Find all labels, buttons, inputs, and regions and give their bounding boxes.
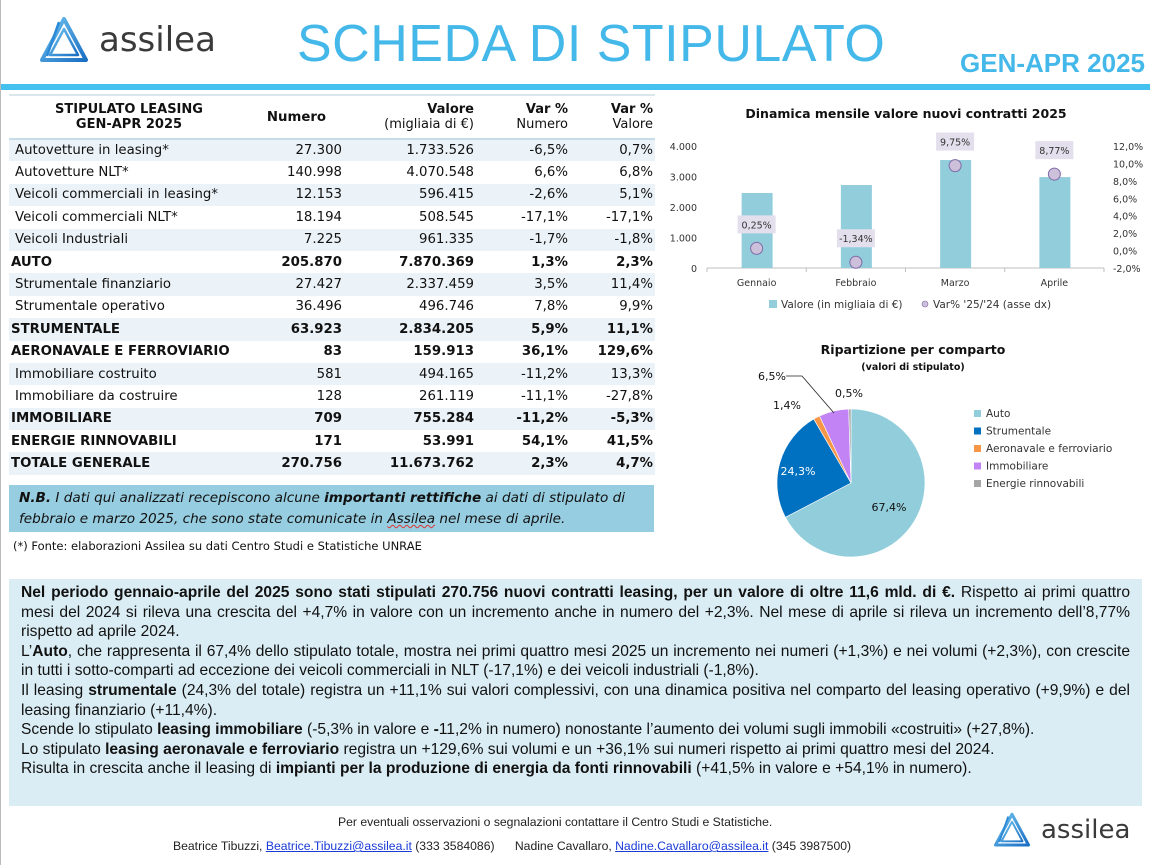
footer-contacts: [173, 839, 851, 853]
x-tick-label: Febbraio: [835, 278, 877, 289]
cell-valore: 53.991: [422, 433, 474, 449]
cell-valore: 508.545: [419, 209, 474, 225]
x-tick-label: Gennaio: [736, 278, 777, 289]
legend-label: Immobiliare: [986, 460, 1049, 473]
row-label: Autovetture NLT*: [15, 165, 129, 181]
scatter-point: [1048, 168, 1060, 180]
row-label: ENERGIE RINNOVABILI: [11, 433, 177, 449]
header-divider: [1, 84, 1150, 90]
legend-swatch: [974, 480, 981, 487]
table-row: [9, 251, 655, 273]
cell-var-valore: -17,1%: [605, 209, 653, 225]
y-left-tick-label: 1.000: [669, 233, 697, 245]
row-label: Strumentale finanziario: [15, 277, 172, 293]
scatter-point: [949, 160, 961, 172]
cell-valore: 159.913: [413, 344, 474, 360]
assilea-triangle-icon: [39, 16, 89, 64]
cell-var-valore: 0,7%: [619, 143, 653, 159]
cell-var-numero: -2,6%: [529, 187, 568, 203]
table-row: [9, 318, 655, 340]
summary-bold: impianti per la produzione di energia da fonti rinnovabili: [275, 760, 692, 778]
summary-bold: Nel periodo gennaio-aprile del 2025 sono stati stipulati 270.756 nuovi contratti leasing, per un valore di oltre 11,6 mld. di €.: [21, 584, 956, 601]
row-label: Immobiliare da costruire: [15, 388, 178, 404]
bar-marzo: [940, 160, 971, 268]
cell-numero: 140.998: [287, 165, 342, 181]
cell-var-numero: 3,5%: [534, 277, 568, 293]
legend-label: Auto: [986, 408, 1011, 420]
summary-paragraph: [21, 681, 1130, 720]
summary-text: (+41,5% in valore e +54,1% in numero).: [691, 760, 972, 778]
row-label: AUTO: [11, 254, 53, 270]
data-label: 0,25%: [741, 220, 772, 232]
x-tick-label: Aprile: [1040, 278, 1069, 289]
data-label: -1,34%: [839, 234, 873, 246]
cell-var-valore: 41,5%: [606, 433, 653, 449]
table-row: [9, 430, 655, 452]
cell-valore: 261.119: [419, 388, 474, 404]
cell-valore: 7.870.369: [399, 254, 474, 270]
summary-bold: strumentale: [88, 681, 177, 699]
summary-bold: leasing immobiliare: [157, 721, 303, 739]
cell-var-numero: 6,6%: [534, 165, 568, 181]
legend-swatch: [974, 410, 981, 417]
header-valore: Valore (migliaia di €): [384, 102, 474, 132]
row-label: TOTALE GENERALE: [11, 456, 151, 472]
cell-var-valore: 2,3%: [616, 254, 653, 270]
table-header-row: [9, 95, 655, 139]
cell-valore: 4.070.548: [406, 165, 474, 181]
header-var-numero: Var % Numero: [516, 102, 568, 132]
chart-title: Dinamica mensile valore nuovi contratti 2025: [745, 106, 1067, 121]
note-box: [9, 485, 654, 532]
y-right-tick-label: 4,0%: [1113, 211, 1138, 223]
header-var-valore: Var % Valore: [610, 102, 653, 132]
brand-name: assilea: [99, 20, 216, 60]
row-label: AERONAVALE E FERROVIARIO: [11, 344, 230, 360]
cell-var-numero: 5,9%: [531, 321, 568, 337]
cell-numero: 581: [316, 366, 342, 382]
cell-var-numero: -1,7%: [529, 232, 568, 248]
cell-numero: 27.300: [295, 143, 342, 159]
cell-var-numero: 7,8%: [534, 299, 568, 315]
sector-pie-chart: [751, 335, 1150, 565]
note-label: N.B.: [19, 490, 52, 506]
legend-swatch-bars: [769, 300, 777, 308]
summary-bold: Auto: [32, 642, 68, 660]
cell-valore: 496.746: [419, 299, 474, 315]
note-bold: importanti rettifiche: [324, 490, 482, 506]
y-left-tick-label: 3.000: [669, 172, 697, 184]
legend-label: Energie rinnovabili: [986, 478, 1085, 490]
cell-valore: 1.733.526: [406, 143, 474, 159]
assilea-triangle-icon: [993, 812, 1031, 848]
source-note: (*) Fonte: elaborazioni Assilea su dati Centro Studi e Statistiche UNRAE: [13, 539, 422, 553]
contact-email-link[interactable]: Beatrice.Tibuzzi@assilea.it: [265, 839, 412, 853]
cell-numero: 709: [314, 411, 342, 427]
cell-numero: 205.870: [281, 254, 342, 270]
table-row: [9, 229, 655, 251]
data-label: 9,75%: [940, 137, 971, 149]
table-row: [9, 341, 655, 363]
pie-data-label: 6,5%: [758, 370, 786, 383]
chart-title: Ripartizione per comparto: [820, 342, 1006, 357]
cell-var-numero: -6,5%: [529, 143, 568, 159]
table-row: [9, 385, 655, 407]
summary-paragraph: [21, 642, 1130, 681]
y-right-tick-label: 0,0%: [1113, 246, 1138, 258]
scatter-point: [751, 242, 763, 254]
cell-var-numero: 1,3%: [531, 254, 568, 270]
y-right-tick-label: 10,0%: [1113, 159, 1144, 171]
cell-numero: 63.923: [290, 321, 342, 337]
contact-name: Nadine Cavallaro,: [514, 839, 616, 853]
pie-data-label: 67,4%: [871, 501, 907, 514]
y-right-tick-label: 6,0%: [1113, 194, 1138, 206]
summary-text: L’: [21, 642, 33, 660]
note-text: I dati qui analizzati recepiscono alcune: [51, 490, 325, 506]
cell-valore: 11.673.762: [389, 456, 474, 472]
cell-var-numero: 36,1%: [521, 344, 568, 360]
cell-numero: 171: [314, 433, 342, 449]
cell-valore: 2.834.205: [399, 321, 474, 337]
bar-aprile: [1039, 177, 1070, 268]
cell-var-valore: -27,8%: [605, 388, 653, 404]
scatter-point: [850, 256, 862, 268]
x-tick-label: Marzo: [940, 278, 970, 289]
summary-text: (24,3% del totale) registra un +11,1% sui valori complessivi, con una dinamica positiva nel comparto del leasing operativo (+9,9%) e del leasing finanziario (+11,4%).: [21, 681, 1130, 719]
summary-text: 11,2% in numero) nonostante l’aumento dei volumi sugli immobili «costruiti» (+27,8%).: [438, 721, 1035, 739]
contact-phone: (333 3584086): [411, 839, 515, 853]
table-row: [9, 296, 655, 318]
legend-label: Strumentale: [986, 425, 1052, 438]
cell-var-valore: 9,9%: [619, 299, 653, 315]
pie-data-label: 24,3%: [780, 465, 816, 478]
page-title: SCHEDA DI STIPULATO: [297, 15, 886, 73]
monthly-value-chart-svg: [661, 100, 1150, 320]
table-row: [9, 408, 655, 430]
cell-var-valore: 5,1%: [619, 187, 653, 203]
table-row: [9, 363, 655, 385]
cell-numero: 18.194: [295, 209, 342, 225]
row-label: Strumentale operativo: [15, 299, 165, 315]
cell-valore: 2.337.459: [406, 277, 474, 293]
summary-text: Risulta in crescita anche il leasing di: [21, 760, 276, 778]
summary-text: registra un +129,6% sui volumi e un +36,1% sui numeri rispetto ai primi quattro mesi del 2024.: [339, 740, 995, 758]
summary-text: Il leasing: [21, 681, 89, 699]
y-right-tick-label: 8,0%: [1113, 176, 1138, 188]
cell-numero: 7.225: [303, 232, 342, 248]
summary-text: , che rappresenta il 67,4% dello stipulato totale, mostra nei primi quattro mesi 2025 un incremento nei numeri (+1,3%) e nei volumi (+2,3%), con crescite in tutti i sotto-comparti ad eccezione dei veicoli commerciali in NLT (-17,1%) e dei veicoli industriali (-1,8%).: [21, 642, 1130, 680]
footer-contact-intro: Per eventuali osservazioni o segnalazioni contattare il Centro Studi e Statistiche.: [338, 815, 773, 829]
summary-paragraph: [21, 583, 1130, 642]
note-text: nel mese di aprile.: [435, 511, 566, 527]
cell-var-valore: 6,8%: [619, 165, 653, 181]
note-text: ai dati di stipulato di febbraio e marzo 2025, che sono state comunicate in: [19, 490, 625, 527]
table-row: [9, 452, 655, 474]
contact-name: Beatrice Tibuzzi,: [173, 839, 266, 853]
cell-numero: 128: [316, 388, 342, 404]
stipulato-table: [9, 94, 655, 475]
row-label: Veicoli commerciali NLT*: [15, 209, 178, 225]
y-left-tick-label: 2.000: [669, 203, 697, 214]
cell-var-valore: 13,3%: [610, 366, 653, 382]
legend-label: Valore (in migliaia di €): [781, 299, 903, 311]
y-right-tick-label: 2,0%: [1113, 229, 1138, 241]
cell-numero: 12.153: [295, 187, 342, 203]
cell-var-valore: 4,7%: [616, 456, 653, 472]
cell-valore: 494.165: [419, 366, 474, 382]
assilea-logo-footer: [993, 812, 1130, 848]
note-underlined: Assilea: [387, 511, 436, 527]
cell-numero: 270.756: [281, 456, 342, 472]
summary-text: (-5,3% in valore e: [302, 721, 434, 739]
row-label: Veicoli Industriali: [15, 232, 129, 248]
chart-subtitle: (valori di stipulato): [861, 362, 965, 373]
brand-name: assilea: [1041, 815, 1131, 845]
summary-bold: -: [433, 721, 439, 739]
legend-label: Var% '25/'24 (asse dx): [933, 299, 1052, 311]
legend-swatch: [974, 463, 981, 470]
legend-swatch-points: [922, 301, 928, 307]
y-right-tick-label: -2,0%: [1113, 264, 1141, 275]
cell-numero: 27.427: [295, 277, 342, 293]
cell-valore: 596.415: [419, 187, 474, 203]
cell-valore: 961.335: [419, 232, 474, 248]
header-numero: Numero: [266, 109, 327, 125]
cell-var-numero: -11,2%: [516, 411, 568, 427]
table-row: [9, 184, 655, 206]
cell-var-numero: 2,3%: [531, 456, 568, 472]
summary-box: [9, 579, 1142, 806]
y-left-tick-label: 4.000: [669, 142, 697, 153]
row-label: Immobiliare costruito: [15, 366, 157, 382]
pie-data-label: 0,5%: [835, 387, 863, 400]
legend-swatch: [974, 428, 981, 435]
period-label: GEN-APR 2025: [960, 48, 1145, 78]
pie-data-label: 1,4%: [773, 399, 801, 412]
summary-text: Lo stipulato: [21, 740, 106, 758]
bar-febbraio: [841, 185, 872, 268]
assilea-logo: [39, 16, 216, 64]
summary-paragraph: [21, 759, 1130, 779]
contact-email-link[interactable]: Nadine.Cavallaro@assilea.it: [615, 839, 769, 853]
summary-text: Scende lo stipulato: [21, 721, 158, 739]
y-right-tick-label: 12,0%: [1113, 142, 1144, 153]
row-label: Veicoli commerciali in leasing*: [15, 187, 218, 203]
monthly-value-chart: [661, 100, 1150, 320]
row-label: STRUMENTALE: [11, 321, 121, 337]
summary-bold: leasing aeronavale e ferroviario: [105, 740, 340, 758]
legend-label: Aeronavale e ferroviario: [986, 443, 1113, 455]
summary-paragraph: [21, 740, 1130, 760]
table-row: [9, 273, 655, 295]
cell-numero: 36.496: [295, 299, 342, 315]
summary-paragraph: [21, 720, 1130, 740]
y-left-tick-label: 0: [690, 264, 697, 275]
cell-var-valore: 129,6%: [597, 344, 653, 360]
sector-pie-chart-svg: [751, 335, 1150, 565]
header-category: STIPULATO LEASING GEN-APR 2025: [55, 102, 203, 132]
table-row: [9, 206, 655, 228]
cell-valore: 755.284: [413, 411, 474, 427]
summary-text: Rispetto ai primi quattro mesi del 2024 si rileva una crescita del +4,7% in valore con un incremento anche in numero del +2,3%. Nel mese di aprile si rileva un incremento dell’8,77% rispetto ad aprile 2024.: [21, 584, 1130, 641]
cell-var-numero: -11,1%: [520, 388, 568, 404]
legend-swatch: [974, 445, 981, 452]
row-label: Autovetture in leasing*: [15, 143, 169, 159]
table-row: [9, 139, 655, 161]
cell-var-valore: 11,1%: [606, 321, 653, 337]
page-header: [1, 0, 1150, 90]
contact-phone: (345 3987500): [768, 839, 852, 853]
cell-var-numero: 54,1%: [521, 433, 568, 449]
cell-var-valore: 11,4%: [610, 277, 653, 293]
cell-var-valore: -1,8%: [614, 232, 653, 248]
table-row: [9, 161, 655, 183]
cell-var-numero: -11,2%: [520, 366, 568, 382]
row-label: IMMOBILIARE: [11, 411, 112, 427]
footer: [1, 810, 1150, 865]
cell-var-valore: -5,3%: [610, 411, 653, 427]
data-label: 8,77%: [1039, 146, 1070, 158]
cell-var-numero: -17,1%: [520, 209, 568, 225]
cell-numero: 83: [323, 344, 342, 360]
